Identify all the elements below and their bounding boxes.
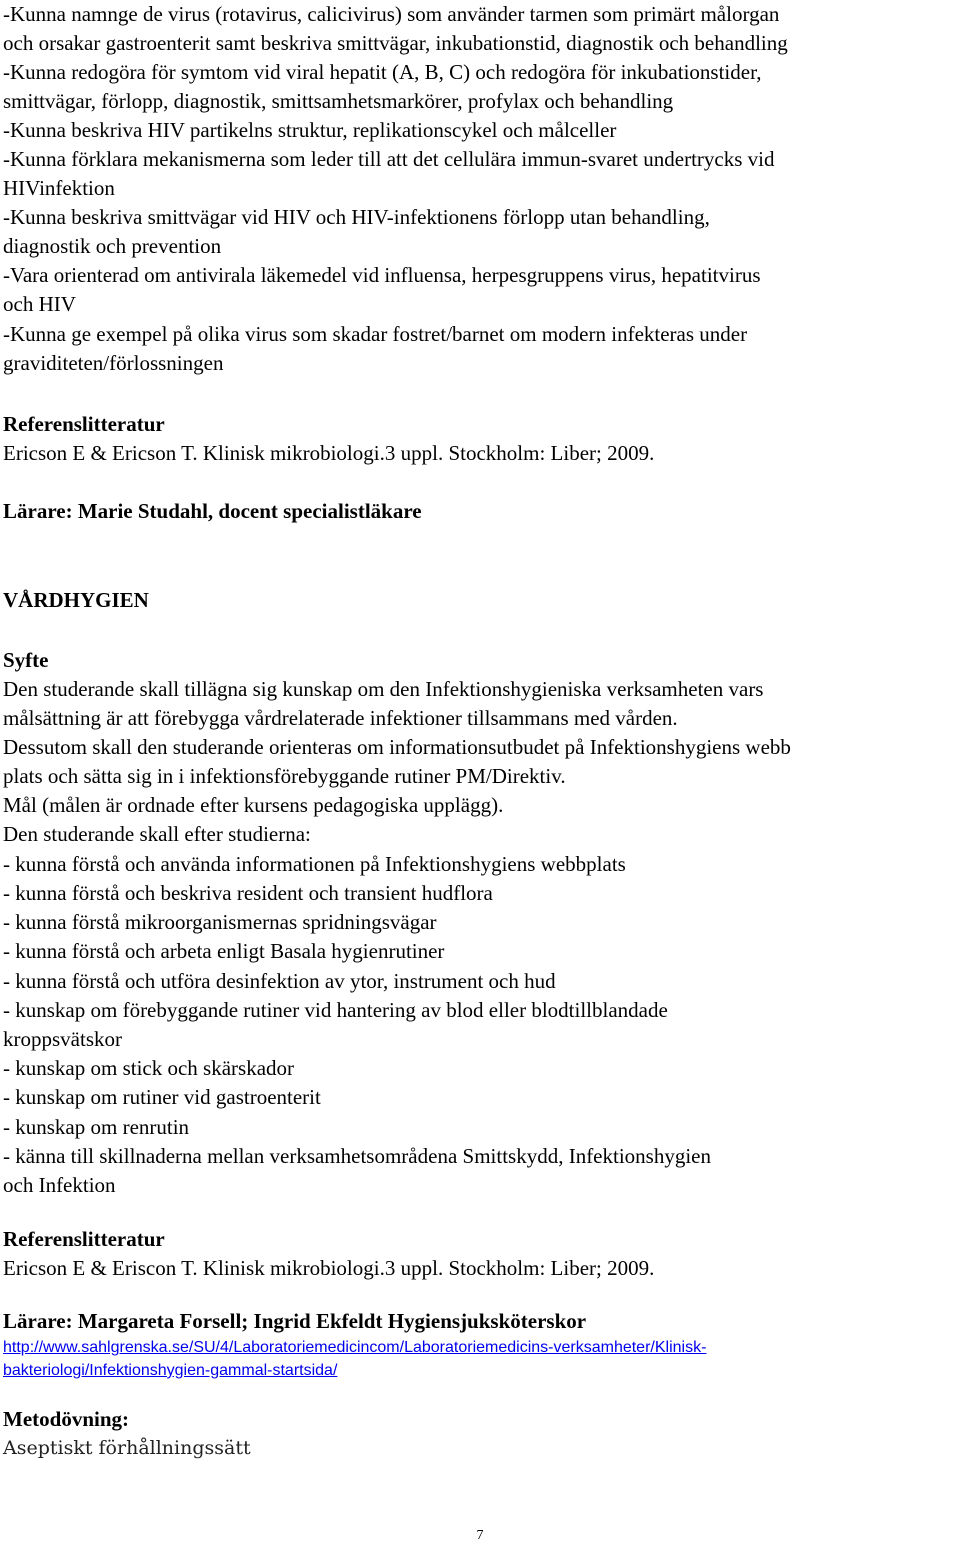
syfte-line: kroppsvätskor [3, 1027, 122, 1051]
syfte-line: - kunna förstå och arbeta enligt Basala hygienrutiner [3, 939, 445, 963]
section-title: VÅRDHYGIEN [3, 588, 149, 612]
goal-line: -Kunna beskriva smittvägar vid HIV och HIV-infektionens förlopp utan behandling, [3, 205, 710, 229]
syfte-line: Den studerande skall efter studierna: [3, 822, 311, 846]
reference-heading: Referenslitteratur [3, 412, 165, 436]
infektionshygien-link[interactable]: http://www.sahlgrenska.se/SU/4/Laboratoriemedicincom/Laboratoriemedicins-verksamheter/Klinisk- [3, 1339, 707, 1356]
goal-line: -Kunna ge exempel på olika virus som skadar fostret/barnet om modern infekteras under [3, 322, 748, 346]
goal-line: och HIV [3, 292, 76, 316]
syfte-line: - kunna förstå och använda informationen på Infektionshygiens webbplats [3, 852, 626, 876]
goal-line: graviditeten/förlossningen [3, 351, 224, 375]
goal-line: diagnostik och prevention [3, 234, 222, 258]
syfte-line: och Infektion [3, 1173, 116, 1197]
goal-line: -Kunna namnge de virus (rotavirus, calicivirus) som använder tarmen som primärt målorgan [3, 2, 780, 26]
goal-line: smittvägar, förlopp, diagnostik, smittsamhetsmarkörer, profylax och behandling [3, 89, 674, 113]
infektionshygien-link[interactable]: bakteriologi/Infektionshygien-gammal-startsida/ [3, 1362, 338, 1379]
teacher-line: Lärare: Margareta Forsell; Ingrid Ekfeldt Hygiensjuksköterskor [3, 1309, 587, 1333]
syfte-line: - kunna förstå och utföra desinfektion av ytor, instrument och hud [3, 969, 556, 993]
metod-text: Aseptiskt förhållningssätt [3, 1437, 251, 1459]
goal-line: HIVinfektion [3, 176, 115, 200]
goal-line: -Vara orienterad om antivirala läkemedel vid influensa, herpesgruppens virus, hepatitvirus [3, 263, 761, 287]
syfte-line: - kunskap om förebyggande rutiner vid hantering av blod eller blodtillblandade [3, 998, 668, 1022]
syfte-line: Dessutom skall den studerande orienteras om informationsutbudet på Infektionshygiens webb [3, 735, 791, 759]
goal-line: -Kunna redogöra för symtom vid viral hepatit (A, B, C) och redogöra för inkubationstider, [3, 60, 762, 84]
goal-line: -Kunna förklara mekanismerna som leder till att det cellulära immun-svaret undertrycks vid [3, 147, 775, 171]
goal-line: och orsakar gastroenterit samt beskriva smittvägar, inkubationstid, diagnostik och behandling [3, 31, 788, 55]
syfte-line: - kunna förstå mikroorganismernas spridningsvägar [3, 910, 437, 934]
teacher-line: Lärare: Marie Studahl, docent specialistläkare [3, 499, 422, 523]
metod-heading: Metodövning: [3, 1407, 129, 1431]
reference-text: Ericson E & Eriscon T. Klinisk mikrobiologi.3 uppl. Stockholm: Liber; 2009. [3, 1256, 655, 1280]
syfte-line: - kunskap om stick och skärskador [3, 1056, 295, 1080]
syfte-line: - kunskap om renrutin [3, 1115, 190, 1139]
syfte-line: - känna till skillnaderna mellan verksamhetsområdena Smittskydd, Infektionshygien [3, 1144, 712, 1168]
page-number: 7 [476, 1528, 484, 1543]
syfte-line: - kunskap om rutiner vid gastroenterit [3, 1085, 321, 1109]
syfte-line: Den studerande skall tillägna sig kunskap om den Infektionshygieniska verksamheten vars [3, 677, 764, 701]
reference-heading: Referenslitteratur [3, 1227, 165, 1251]
syfte-line: Mål (målen är ordnade efter kursens pedagogiska upplägg). [3, 793, 504, 817]
syfte-line: plats och sätta sig in i infektionsförebyggande rutiner PM/Direktiv. [3, 764, 566, 788]
syfte-line: målsättning är att förebygga vårdrelaterade infektioner tillsammans med vården. [3, 706, 678, 730]
goal-line: -Kunna beskriva HIV partikelns struktur, replikationscykel och målceller [3, 118, 617, 142]
syfte-heading: Syfte [3, 648, 49, 672]
reference-text: Ericson E & Ericson T. Klinisk mikrobiologi.3 uppl. Stockholm: Liber; 2009. [3, 441, 655, 465]
syfte-line: - kunna förstå och beskriva resident och transient hudflora [3, 881, 493, 905]
